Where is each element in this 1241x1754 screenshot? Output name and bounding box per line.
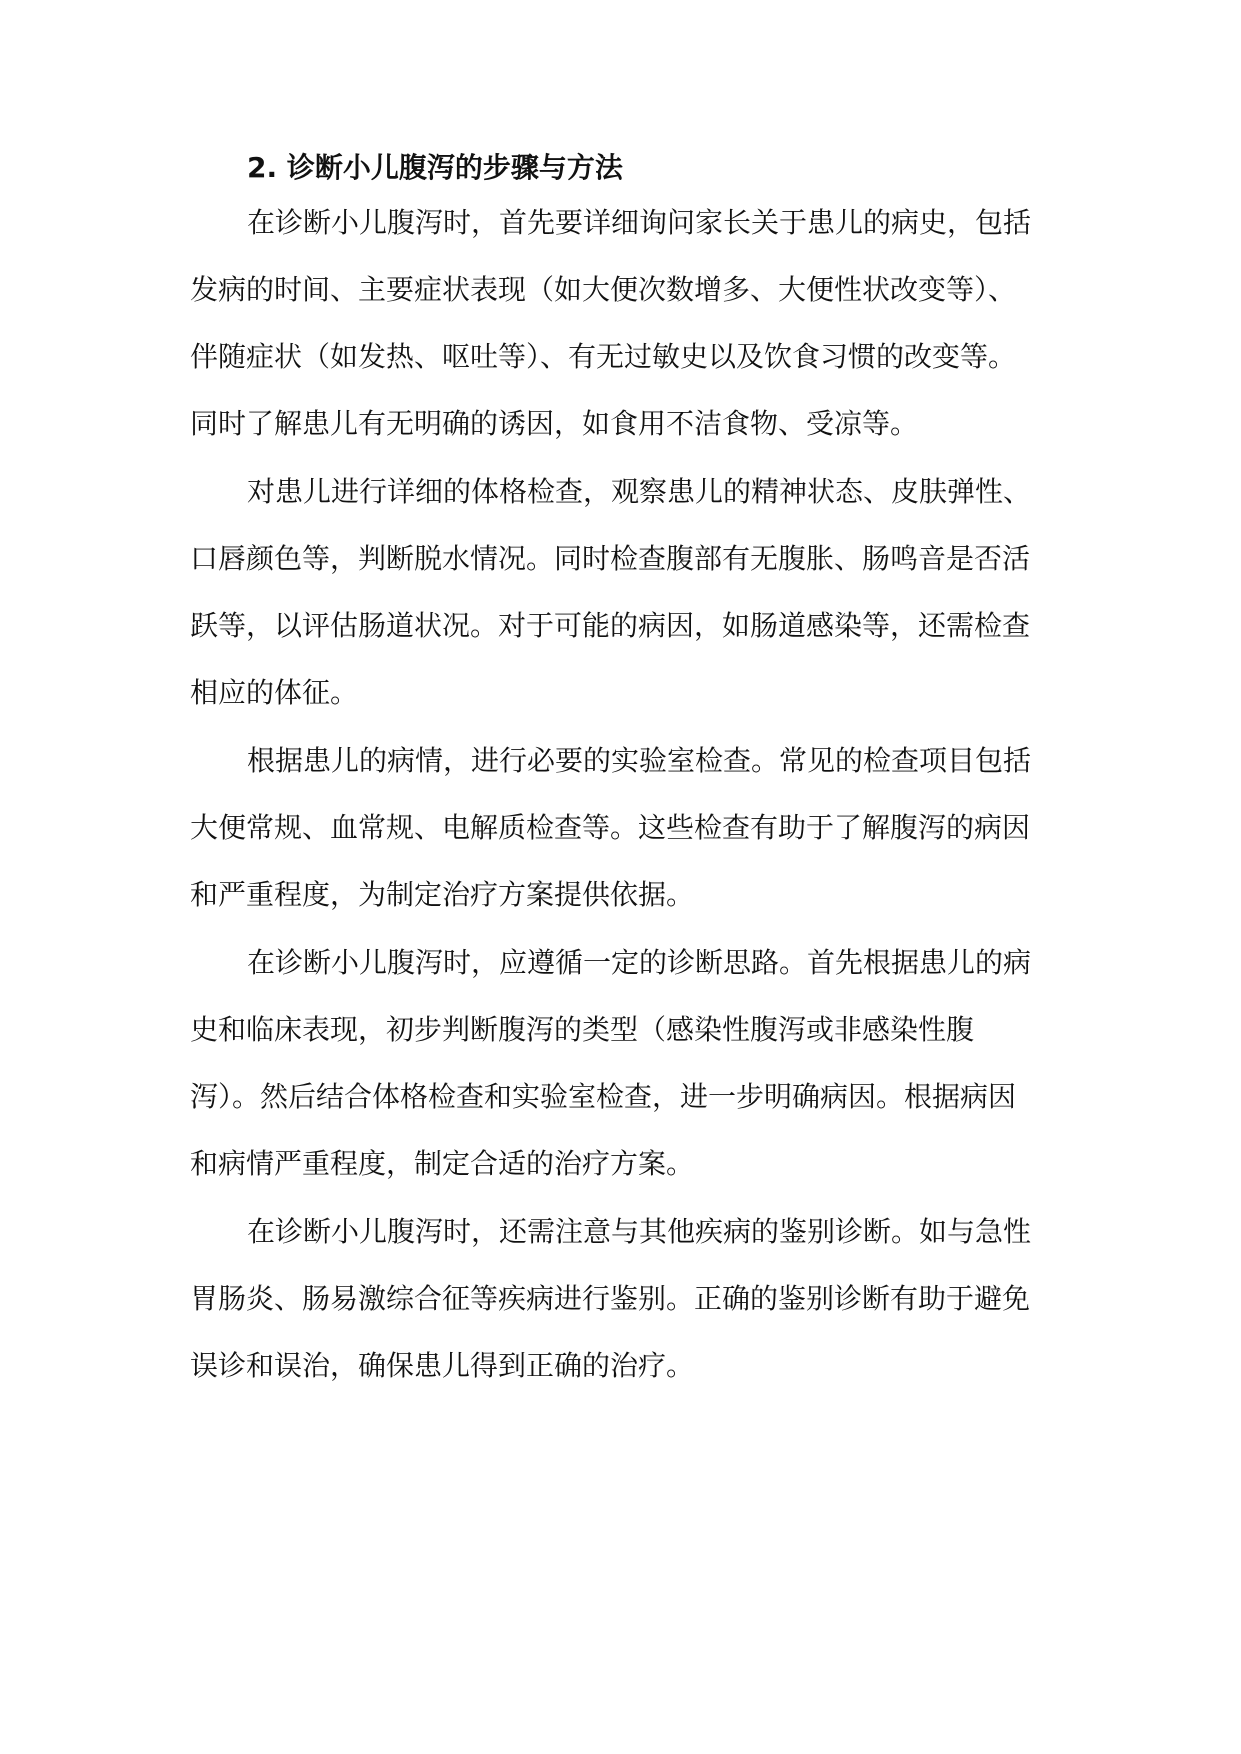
- paragraph-line: 根据患儿的病情，进行必要的实验室检查。常见的检查项目包括: [247, 744, 1032, 777]
- paragraph-line: 口唇颜色等，判断脱水情况。同时检查腹部有无腹胀、肠鸣音是否活: [190, 542, 1031, 575]
- paragraph-line: 同时了解患儿有无明确的诱因，如食用不洁食物、受凉等。: [190, 407, 919, 440]
- paragraph-line: 胃肠炎、肠易激综合征等疾病进行鉴别。正确的鉴别诊断有助于避免: [190, 1282, 1031, 1315]
- paragraph-line: 对患儿进行详细的体格检查，观察患儿的精神状态、皮肤弹性、: [247, 475, 1032, 508]
- section-heading: 2. 诊断小儿腹泻的步骤与方法: [247, 151, 623, 184]
- paragraph-line: 和严重程度，为制定治疗方案提供依据。: [190, 878, 695, 911]
- paragraph-line: 在诊断小儿腹泻时，还需注意与其他疾病的鉴别诊断。如与急性: [247, 1215, 1032, 1248]
- paragraph-line: 大便常规、血常规、电解质检查等。这些检查有助于了解腹泻的病因: [190, 811, 1031, 844]
- paragraph-line: 史和临床表现，初步判断腹泻的类型（感染性腹泻或非感染性腹: [190, 1013, 975, 1046]
- paragraph-line: 跃等，以评估肠道状况。对于可能的病因，如肠道感染等，还需检查: [190, 609, 1031, 642]
- paragraph-line: 泻）。然后结合体格检查和实验室检查，进一步明确病因。根据病因: [190, 1080, 1017, 1113]
- paragraph-line: 伴随症状（如发热、呕吐等）、有无过敏史以及饮食习惯的改变等。: [190, 340, 1017, 373]
- paragraph-line: 和病情严重程度，制定合适的治疗方案。: [190, 1147, 695, 1180]
- paragraph-line: 误诊和误治，确保患儿得到正确的治疗。: [190, 1349, 695, 1382]
- paragraph-line: 发病的时间、主要症状表现（如大便次数增多、大便性状改变等）、: [190, 273, 1017, 306]
- paragraph-line: 在诊断小儿腹泻时，首先要详细询问家长关于患儿的病史，包括: [247, 206, 1032, 239]
- paragraph-line: 在诊断小儿腹泻时，应遵循一定的诊断思路。首先根据患儿的病: [247, 946, 1032, 979]
- paragraph-line: 相应的体征。: [190, 676, 359, 709]
